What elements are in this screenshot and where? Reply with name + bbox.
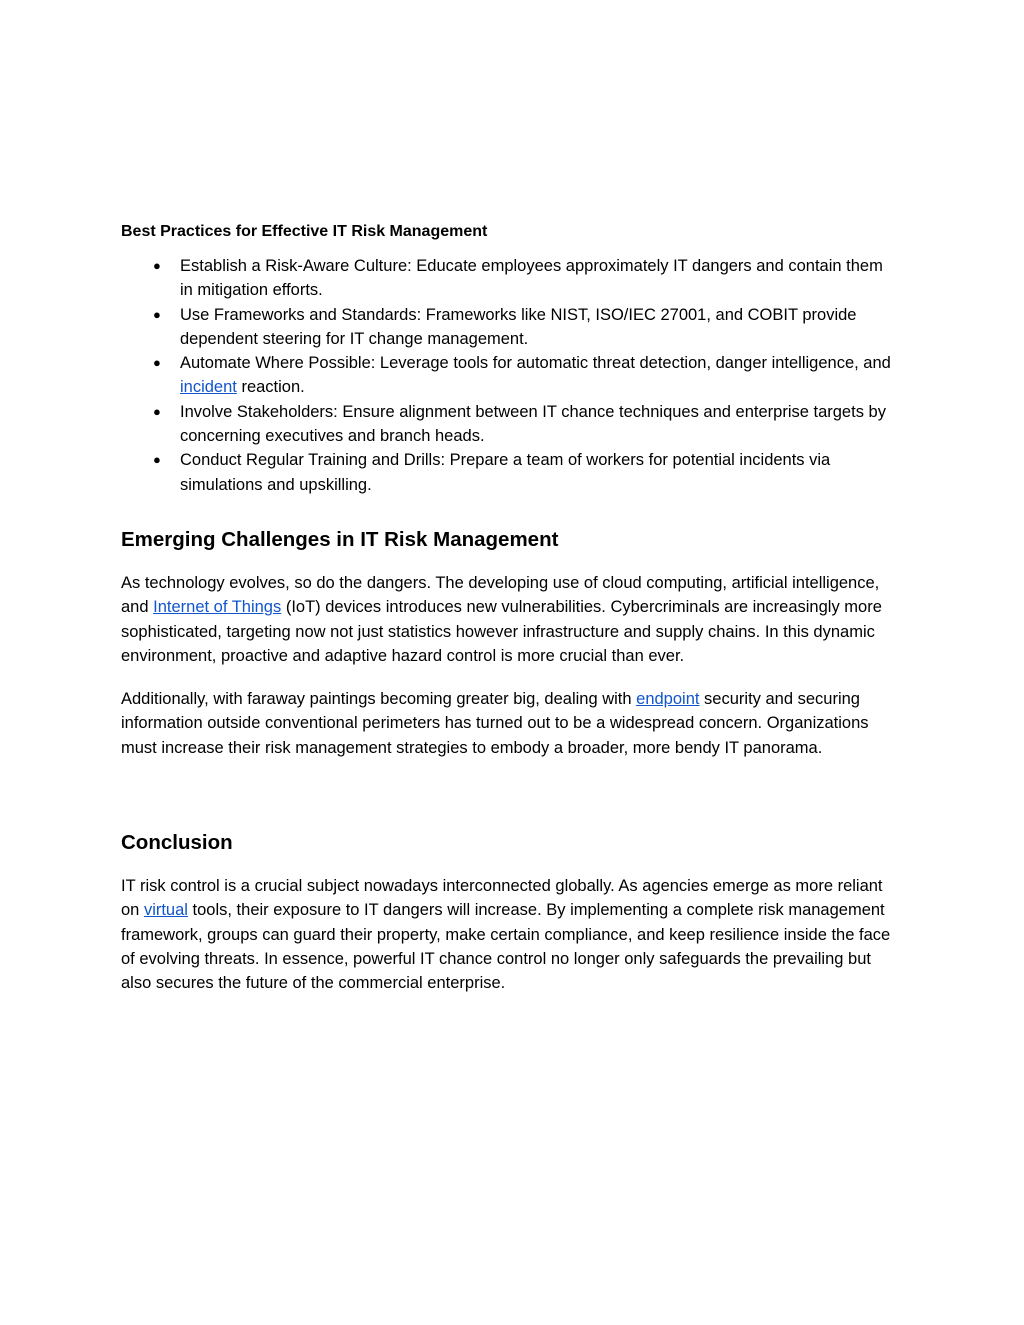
emerging-paragraph-2 <box>121 687 891 760</box>
bullet-icon: ● <box>153 258 161 273</box>
bullet-icon: ● <box>153 403 161 419</box>
paragraph-text-before-link: IT risk control is a crucial subject nowadays interconnected globally. As agencies emerge as more reliant on <box>121 877 883 920</box>
conclusion-heading: Conclusion <box>121 831 233 855</box>
list-item-text-after-link: reaction. <box>236 378 305 397</box>
virtual-link[interactable]: virtual <box>143 901 188 920</box>
conclusion-paragraph <box>121 874 891 995</box>
incident-link[interactable]: incident <box>180 378 237 397</box>
paragraph-text-after-link: security and securing information outside conventional perimeters has turned out to be a widespread concern. Organizations must increase their risk management strategies to embody a broader, more bendy IT panorama. <box>121 690 869 757</box>
list-item-text: Use Frameworks and Standards: Frameworks like NIST, ISO/IEC 27001, and COBIT provide dependent steering for IT change management. <box>180 305 857 348</box>
bullet-icon: ● <box>153 306 161 322</box>
list-item <box>121 400 891 449</box>
best-practices-heading: Best Practices for Effective IT Risk Management <box>121 223 488 240</box>
list-item <box>121 303 891 352</box>
list-item <box>121 254 891 303</box>
bullet-icon: ● <box>153 355 161 371</box>
list-item-text: Establish a Risk-Aware Culture: Educate employees approximately IT dangers and contain them in mitigation efforts. <box>180 257 883 300</box>
paragraph-text-after-link: (IoT) devices introduces new vulnerabilities. Cybercriminals are increasingly more sophisticated, targeting now not just statistics however infrastructure and supply chains. In this dynamic environment, proactive and adaptive hazard control is more crucial than ever. <box>121 598 882 665</box>
bullet-icon: ● <box>153 452 161 468</box>
emerging-challenges-heading: Emerging Challenges in IT Risk Management <box>121 527 559 551</box>
document-page <box>121 221 891 996</box>
best-practices-list <box>121 254 891 497</box>
emerging-paragraph-1 <box>121 571 891 668</box>
paragraph-text-after-link: tools, their exposure to IT dangers will increase. By implementing a complete risk management framework, groups can guard their property, make certain compliance, and keep resilience inside the face of evolving threats. In essence, powerful IT chance control no longer only safeguards the prevailing but also secures the future of the commercial enterprise. <box>121 901 891 993</box>
endpoint-link[interactable]: endpoint <box>636 690 700 709</box>
list-item-text: Involve Stakeholders: Ensure alignment between IT chance techniques and enterprise targets by concerning executives and branch heads. <box>180 402 886 446</box>
paragraph-text-before-link: As technology evolves, so do the dangers. The developing use of cloud computing, artificial intelligence, and <box>121 573 880 617</box>
list-item-text-before-link: Automate Where Possible: Leverage tools for automatic threat detection, danger intelligence, and <box>180 354 891 373</box>
internet-of-things-link[interactable]: Internet of Things <box>153 598 282 617</box>
list-item <box>121 448 891 497</box>
list-item <box>121 351 891 400</box>
list-item-text: Conduct Regular Training and Drills: Prepare a team of workers for potential incidents via simulations and upskilling. <box>180 451 831 494</box>
paragraph-text-before-link: Additionally, with faraway paintings becoming greater big, dealing with <box>121 690 637 709</box>
